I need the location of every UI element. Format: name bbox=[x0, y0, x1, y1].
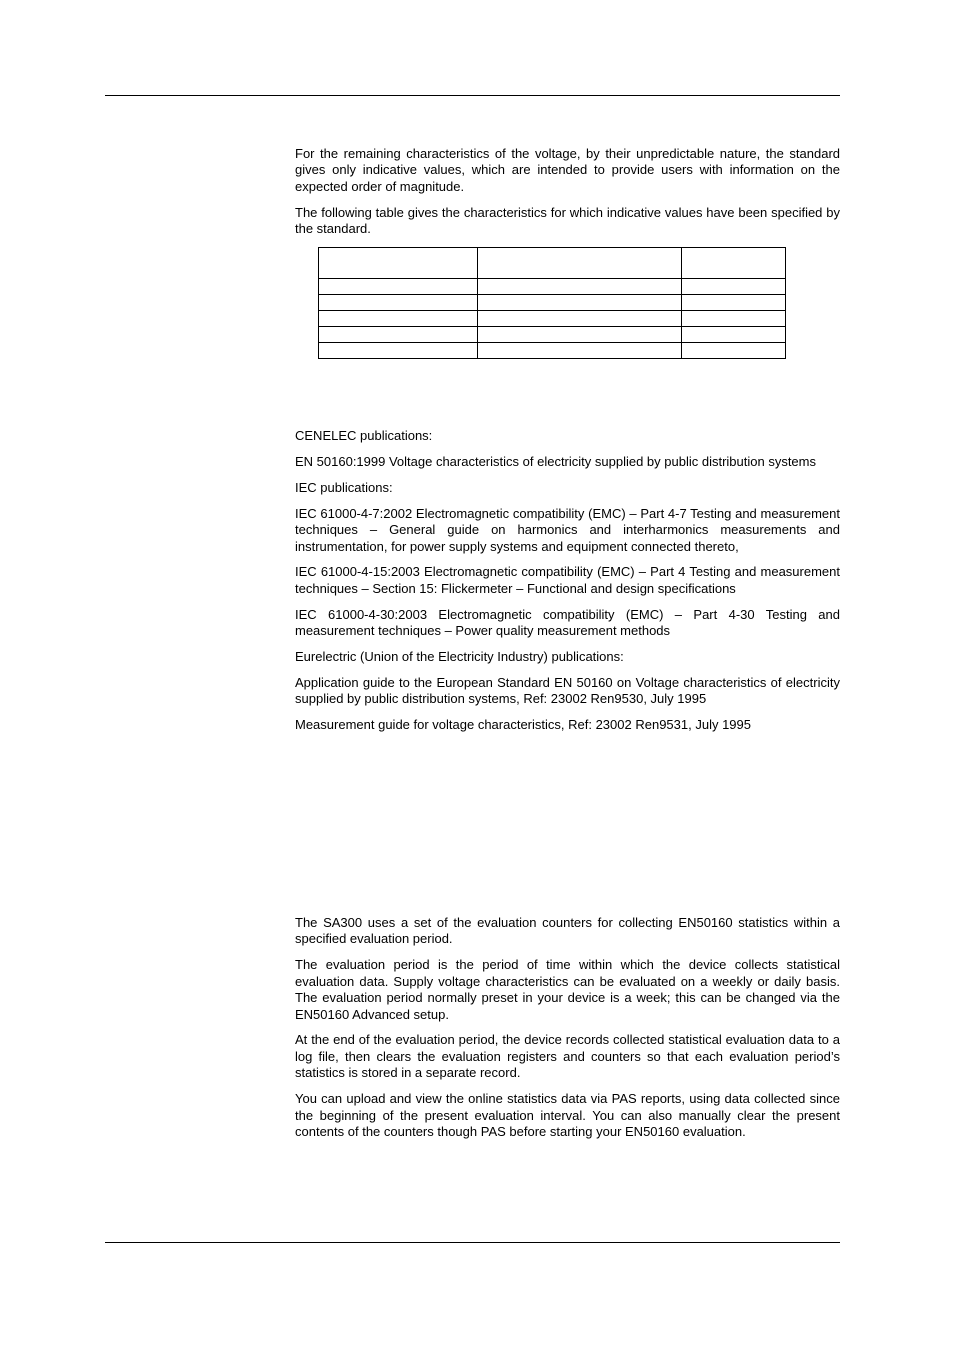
table-cell bbox=[319, 295, 478, 311]
table-row bbox=[319, 295, 786, 311]
table-cell bbox=[682, 343, 786, 359]
table-cell bbox=[478, 295, 682, 311]
table-cell bbox=[682, 248, 786, 279]
reference-item: IEC 61000-4-15:2003 Electromagnetic compatibility (EMC) – Part 4 Testing and measurement techniques – Section 15: Flickermeter – Functional and design specifications bbox=[295, 564, 840, 596]
evaluation-paragraph-1: The SA300 uses a set of the evaluation counters for collecting EN50160 statistics within a specified evaluation period. bbox=[295, 915, 840, 947]
table-cell bbox=[319, 248, 478, 279]
reference-heading-cenelec: CENELEC publications: bbox=[295, 428, 433, 443]
table-cell bbox=[319, 327, 478, 343]
table-cell bbox=[319, 311, 478, 327]
reference-item: Measurement guide for voltage characteristics, Ref: 23002 Ren9531, July 1995 bbox=[295, 717, 751, 733]
table-cell bbox=[478, 311, 682, 327]
reference-heading-eurelectric: Eurelectric (Union of the Electricity Industry) publications: bbox=[295, 649, 624, 665]
table-row bbox=[319, 327, 786, 343]
table-cell bbox=[478, 343, 682, 359]
intro-section bbox=[295, 146, 840, 247]
table-row bbox=[319, 311, 786, 327]
reference-item: EN 50160:1999 Voltage characteristics of electricity supplied by public distribution systems bbox=[295, 453, 816, 469]
table-cell bbox=[682, 295, 786, 311]
table-cell bbox=[478, 327, 682, 343]
table-cell bbox=[682, 279, 786, 295]
references-section bbox=[295, 428, 840, 743]
table-cell bbox=[319, 279, 478, 295]
table-cell bbox=[682, 327, 786, 343]
reference-item: Application guide to the European Standard EN 50160 on Voltage characteristics of electricity supplied by public distribution systems, Ref: 23002 Ren9530, July 1995 bbox=[295, 674, 840, 707]
table-header-row bbox=[319, 248, 786, 279]
footer-rule bbox=[105, 1242, 840, 1243]
header-rule bbox=[105, 95, 840, 96]
reference-item: IEC 61000-4-7:2002 Electromagnetic compatibility (EMC) – Part 4-7 Testing and measurement techniques – General guide on harmonics and interharmonics measurements and instrumentation, for power supply systems and equipment connected thereto, bbox=[295, 505, 840, 554]
table-row bbox=[319, 343, 786, 359]
intro-paragraph-1: For the remaining characteristics of the voltage, by their unpredictable nature, the standard gives only indicative values, which are intended to provide users with information on the expected order of magnitude. bbox=[295, 146, 840, 194]
evaluation-paragraph-2: The evaluation period is the period of time within which the device collects statistical evaluation data. Supply voltage characteristics can be evaluated on a weekly or daily basis. The evaluation period normally preset in your device is a week; this can be changed via the EN50160 Advanced setup. bbox=[295, 957, 840, 1022]
reference-heading-iec: IEC publications: bbox=[295, 479, 393, 495]
table-cell bbox=[319, 343, 478, 359]
table-cell bbox=[682, 311, 786, 327]
intro-paragraph-2: The following table gives the characteristics for which indicative values have been specified by the standard. bbox=[295, 204, 840, 237]
evaluation-section bbox=[295, 915, 840, 1150]
evaluation-paragraph-4: You can upload and view the online statistics data via PAS reports, using data collected since the beginning of the present evaluation interval. You can also manually clear the present contents of the counters though PAS before starting your EN50160 evaluation. bbox=[295, 1091, 840, 1139]
table-cell bbox=[478, 279, 682, 295]
table-cell bbox=[478, 248, 682, 279]
evaluation-paragraph-3: At the end of the evaluation period, the device records collected statistical evaluation data to a log file, then clears the evaluation registers and counters so that each evaluation period’s statistics is stored in a separate record. bbox=[295, 1032, 840, 1081]
indicative-values-table bbox=[318, 247, 786, 359]
table-row bbox=[319, 279, 786, 295]
reference-item: IEC 61000-4-30:2003 Electromagnetic compatibility (EMC) – Part 4-30 Testing and measurement techniques – Power quality measurement methods bbox=[295, 606, 840, 639]
